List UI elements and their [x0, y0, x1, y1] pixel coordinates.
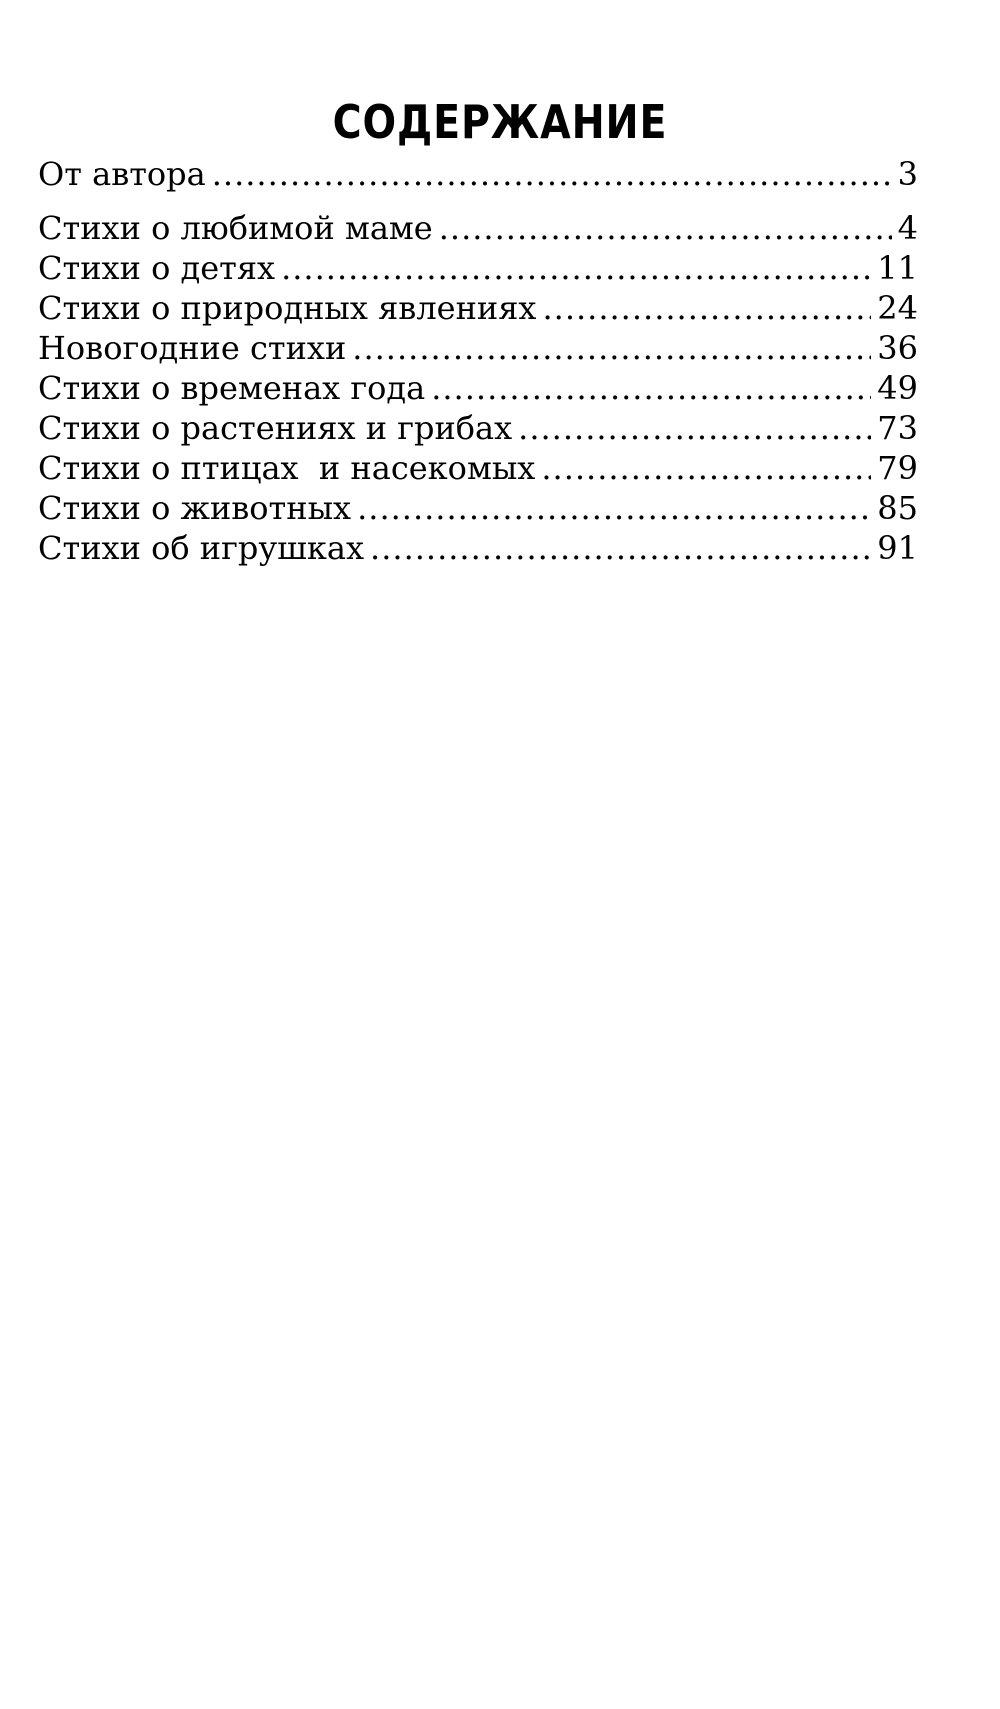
toc-entry-page: 11	[877, 249, 918, 287]
toc-entry-title: Стихи об игрушках	[38, 529, 365, 567]
page-title: СОДЕРЖАНИЕ	[332, 94, 668, 149]
toc-entry	[38, 488, 918, 528]
toc-entry	[38, 288, 918, 328]
toc-entry	[38, 448, 918, 488]
toc-entry-title: Стихи о любимой маме	[38, 209, 433, 247]
toc-entry-page: 49	[877, 369, 918, 407]
toc-entry-title: Стихи о природных явлениях	[38, 289, 537, 327]
toc-entry-title: Стихи о животных	[38, 489, 352, 527]
toc-entry-page: 3	[897, 155, 918, 193]
toc-dot-leader	[542, 288, 871, 328]
toc-entry-title: Стихи о временах года	[38, 369, 426, 407]
toc-entry	[38, 408, 918, 448]
toc-dot-leader	[370, 528, 871, 568]
toc-entry	[38, 328, 918, 368]
toc-dot-leader	[541, 448, 871, 488]
toc-entry-page: 79	[877, 449, 918, 487]
toc-dot-leader	[352, 328, 871, 368]
toc-entry-page: 4	[897, 209, 918, 247]
toc-dot-leader	[357, 488, 871, 528]
toc-entry-title: Стихи о детях	[38, 249, 276, 287]
toc-entry-page: 73	[877, 409, 918, 447]
toc-dot-leader	[439, 208, 892, 248]
toc-dot-leader	[281, 248, 871, 288]
toc-entry-title: Стихи о растениях и грибах	[38, 409, 513, 447]
toc-entry-page: 91	[877, 529, 918, 567]
toc-entry-title: Новогодние стихи	[38, 329, 347, 367]
toc-entry	[38, 528, 918, 568]
toc-dot-leader	[518, 408, 871, 448]
toc-entry	[38, 368, 918, 408]
toc-entry-title: Стихи о птицах и насекомых	[38, 449, 536, 487]
toc-entry-page: 24	[877, 289, 918, 327]
toc-entry-page: 85	[877, 489, 918, 527]
toc-entry-title: От автора	[38, 155, 206, 193]
toc-dot-leader	[431, 368, 871, 408]
toc-entry-page: 36	[877, 329, 918, 367]
table-of-contents	[38, 154, 918, 568]
toc-entry	[38, 248, 918, 288]
toc-entry	[38, 208, 918, 248]
toc-entry	[38, 154, 918, 194]
toc-dot-leader	[212, 154, 892, 194]
